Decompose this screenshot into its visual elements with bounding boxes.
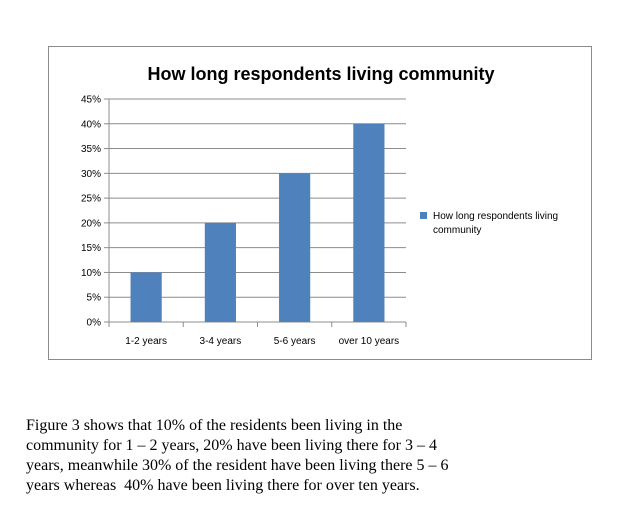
y-tick-label: 15% [80, 243, 101, 255]
y-tick-label: 30% [80, 168, 101, 180]
bar [353, 124, 384, 322]
bar [279, 173, 310, 322]
y-tick-label: 35% [80, 144, 101, 156]
x-tick-label: 5-6 years [273, 336, 316, 347]
bar [205, 223, 236, 322]
y-tick-label: 10% [80, 267, 101, 279]
chart-area [48, 46, 592, 360]
legend-label: How long respondents living community [433, 211, 559, 236]
x-tick-labels [125, 336, 399, 347]
bar [131, 272, 162, 322]
y-tick-label: 5% [86, 292, 101, 304]
y-tick-label: 20% [80, 218, 101, 230]
caption-line: years, meanwhile 30% of the resident have been living there 5 – 6 [26, 457, 449, 474]
y-tick-label: 45% [80, 94, 101, 106]
caption-line: years whereas 40% have been living there for over ten years. [26, 477, 420, 494]
y-tick-labels [81, 95, 101, 329]
x-tick-label: over 10 years [338, 336, 400, 347]
chart-title: How long respondents living community [147, 64, 495, 84]
legend [420, 211, 558, 236]
caption-line: community for 1 – 2 years, 20% have been living there for 3 – 4 [26, 437, 437, 454]
legend-swatch [420, 212, 427, 219]
x-tick-label: 3-4 years [199, 336, 242, 347]
figure-caption [26, 416, 586, 496]
bar-chart [49, 47, 593, 361]
y-tick-label: 40% [80, 119, 101, 131]
y-tick-label: 0% [86, 317, 101, 329]
x-tick-label: 1-2 years [125, 336, 167, 347]
caption-line: Figure 3 shows that 10% of the residents been living in the [26, 417, 403, 434]
y-tick-label: 25% [80, 193, 101, 205]
